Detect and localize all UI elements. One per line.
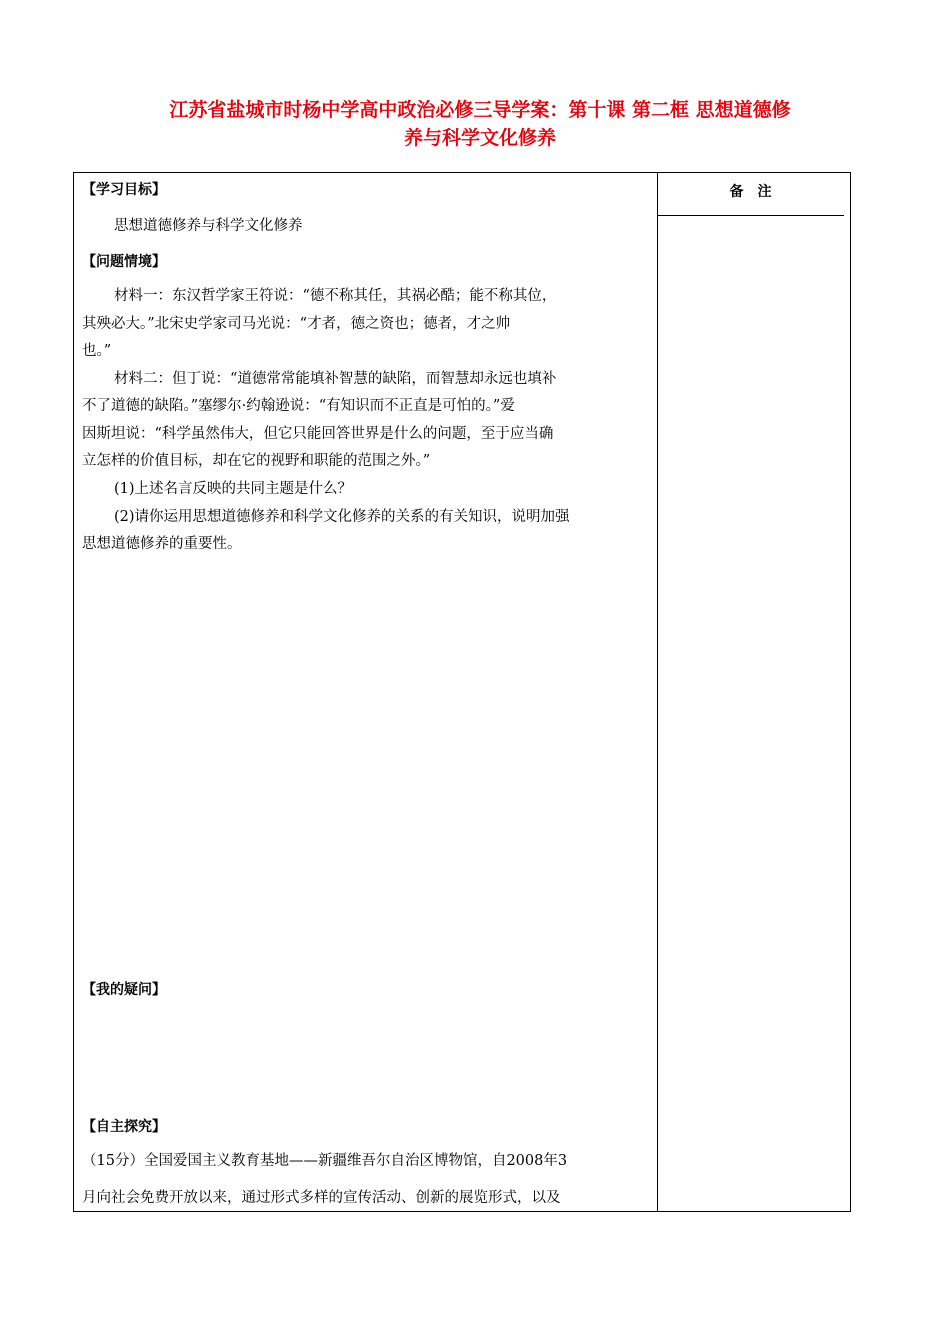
situation-line: 材料二：但丁说：“道德常常能填补智慧的缺陷，而智慧却永远也填补 [114,371,557,387]
explore-line: 月向社会免费开放以来，通过形式多样的宣传活动、创新的展览形式，以及 [82,1190,561,1206]
situation-line: 不了道德的缺陷。”塞缪尔·约翰逊说：“有知识而不正直是可怕的。”爱 [82,398,515,414]
section-heading-situation: 【问题情境】 [82,254,166,270]
situation-line: 立怎样的价值目标，却在它的视野和职能的范围之外。” [82,453,431,469]
column-divider [657,173,658,1211]
goals-text: 思想道德修养与科学文化修养 [114,218,303,234]
situation-line: 因斯坦说：“科学虽然伟大，但它只能回答世界是什么的问题，至于应当确 [82,426,554,442]
situation-line: 其殃必大。”北宋史学家司马光说：“才者，德之资也；德者，才之帅 [82,316,511,332]
question-2: (2)请你运用思想道德修养和科学文化修养的关系的有关知识，说明加强 [114,509,570,525]
worksheet-table [73,172,851,1212]
section-heading-goals: 【学习目标】 [82,182,166,198]
notes-column-header [657,173,844,216]
situation-line: 也。” [82,343,112,359]
title-line-2: 养与科学文化修养 [403,127,556,149]
section-heading-questions: 【我的疑问】 [82,982,166,998]
title-line-1: 江苏省盐城市时杨中学高中政治必修三导学案：第十课 第二框 思想道德修 [169,99,791,121]
situation-line: 材料一：东汉哲学家王符说：“德不称其任，其祸必酷；能不称其位， [114,288,557,304]
question-1: (1)上述名言反映的共同主题是什么？ [114,481,353,497]
question-2-cont: 思想道德修养的重要性。 [82,536,242,552]
explore-line: （15分）全国爱国主义教育基地——新疆维吾尔自治区博物馆，自2008年3 [82,1153,568,1169]
section-heading-explore: 【自主探究】 [82,1119,166,1135]
document-title [100,96,860,152]
notes-label: 备注 [729,184,786,200]
